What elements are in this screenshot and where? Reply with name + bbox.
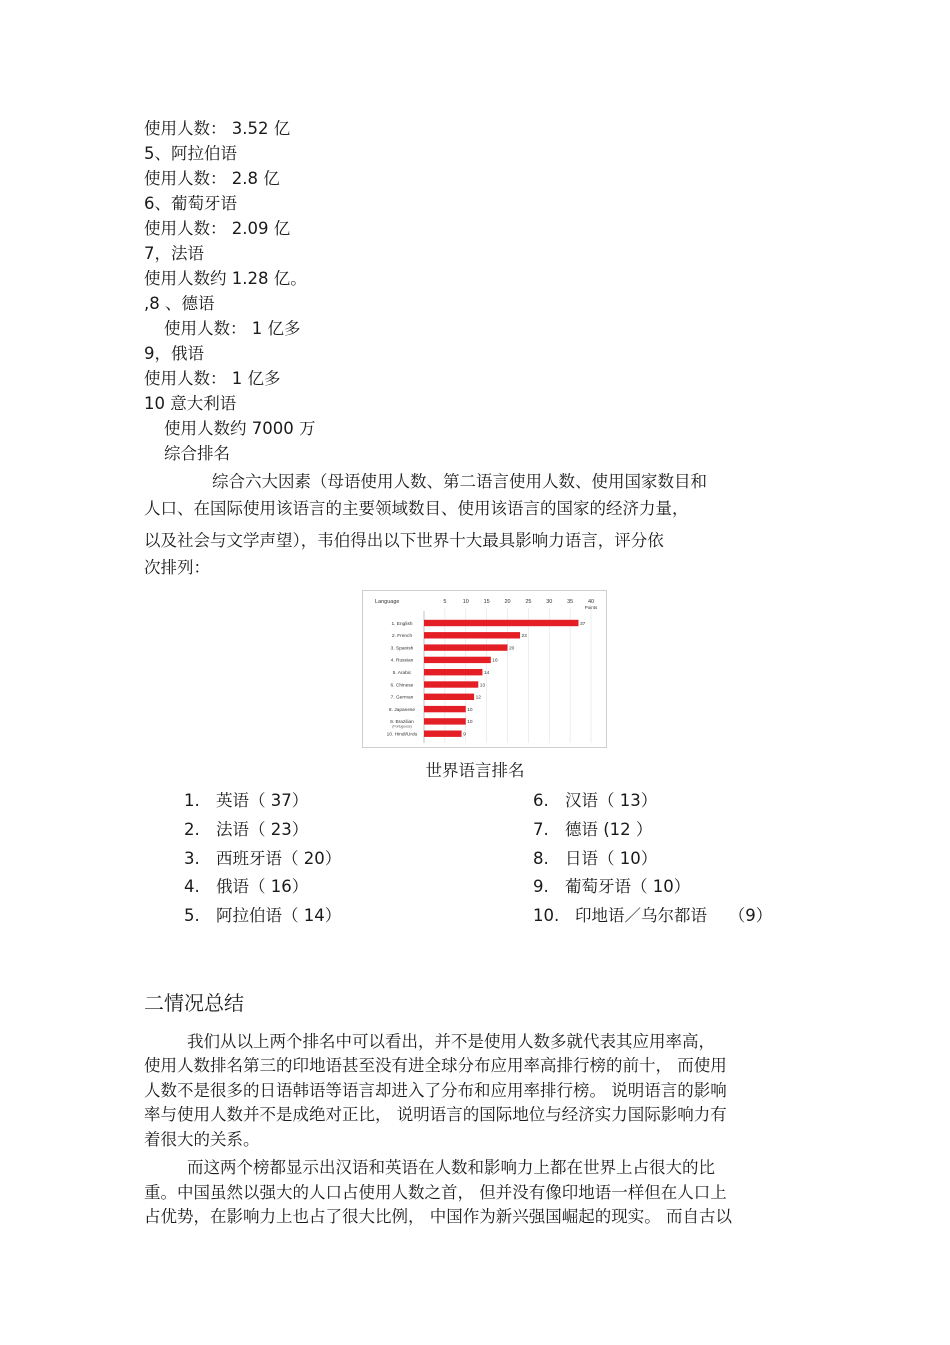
chart-x-tick-label: 5 [443,599,447,605]
chart-value-label: 14 [483,671,490,676]
text-line: 使用人数： 2.09 亿 [144,219,291,238]
text-line: 7，法语 [144,244,204,263]
ranking-item: 9. 葡萄牙语（ 10） [533,877,691,896]
chart-value-label: 23 [521,634,527,640]
ranking-item: 6. 汉语（ 13） [533,791,658,810]
paragraph-line: 使用人数排名第三的印地语甚至没有进全球分布应用率高排行榜的前十， 而使用 [144,1056,727,1075]
chart-bar [424,632,520,638]
paragraph-line: 重。中国虽然以强大的人口占使用人数之首， 但并没有像印地语一样但在人口上 [144,1183,727,1202]
paragraph-line: 而这两个榜都显示出汉语和英语在人数和影响力上都在世界上占很大的比 [187,1158,715,1177]
chart-bar [424,731,462,737]
paragraph-line: 占优势，在影响力上也占了很大比例， 中国作为新兴强国崛起的现实。 而自古以 [144,1207,732,1226]
chart-category-label: 6. Chinese [390,683,414,689]
ranking-item: 5. 阿拉伯语（ 14） [184,906,342,925]
chart-category-sublabel: (Portuguese) [392,724,412,729]
chart-svg [363,591,606,747]
text-line: 使用人数： 1 亿多 [144,369,281,388]
text-line: 综合排名 [164,444,230,463]
text-line: 5、阿拉伯语 [144,144,237,163]
chart-value-label: 13 [479,683,486,689]
chart-bar [424,620,578,626]
paragraph-line: 综合六大因素（母语使用人数、第二语言使用人数、使用国家数目和 [212,472,707,491]
chart-category-label: 9. Brazilian [390,720,414,726]
paragraph-line: 率与使用人数并不是成绝对正比， 说明语言的国际地位与经济实力国际影响力有 [144,1105,727,1124]
paragraph-line: 次排列： [144,558,210,577]
ranking-item: 3. 西班牙语（ 20） [184,849,342,868]
chart-value-label: 16 [492,658,498,664]
chart-x-unit-label: Points [584,605,598,610]
chart-x-tick-label: 25 [525,599,532,605]
chart-value-label: 12 [475,695,481,701]
chart-category-label: 3. Spanish [390,646,414,652]
chart-category-label: 5. Arabic [392,671,412,676]
chart-bar [424,657,491,663]
chart-x-tick-label: 35 [567,599,574,605]
chart-bar [424,718,466,724]
paragraph-line: 以及社会与文学声望），韦伯得出以下世界十大最具影响力语言，评分依 [144,531,664,550]
text-line: 使用人数： 1 亿多 [164,319,301,338]
chart-category-label: 7. German [390,695,414,701]
chart-bar [424,694,474,700]
chart-header-language: Language [375,599,400,605]
ranking-item: 4. 俄语（ 16） [184,877,309,896]
paragraph-line: 着很大的关系。 [144,1130,260,1149]
text-line: 使用人数约 7000 万 [164,419,316,438]
text-line: 使用人数约 1.28 亿。 [144,269,307,288]
ranking-item: 2. 法语（ 23） [184,820,309,839]
chart-category-label: 2. French [391,634,413,640]
paragraph-line: 人口、在国际使用该语言的主要领域数目、使用该语言的国家的经济力量， [144,499,689,518]
ranking-item: 10. 印地语／乌尔都语 （9） [533,906,773,925]
chart-x-tick-label: 40 [587,599,595,605]
text-line: 使用人数： 2.8 亿 [144,169,280,188]
section-heading: 二情况总结 [144,991,244,1015]
paragraph-line: 人数不是很多的日语韩语等语言却进入了分布和应用率排行榜。 说明语言的影响 [144,1081,727,1100]
text-line: ,8 、德语 [144,294,215,313]
chart-value-label: 10 [467,707,473,713]
language-ranking-chart [362,590,607,748]
chart-x-tick-label: 15 [483,599,490,605]
chart-x-tick-label: 30 [546,599,553,605]
ranking-item: 1. 英语（ 37） [184,791,309,810]
text-line: 6、葡萄牙语 [144,194,237,213]
chart-category-label: 4. Russian [390,658,414,664]
chart-category-label: 1. English [391,621,413,627]
chart-category-label: 10. Hindi/Urdu [386,732,418,738]
text-line: 使用人数： 3.52 亿 [144,119,291,138]
chart-caption: 世界语言排名 [425,761,525,780]
paragraph-line: 我们从以上两个排名中可以看出，并不是使用人数多就代表其应用率高， [187,1032,715,1051]
chart-x-tick-label: 20 [504,599,511,605]
text-line: 9，俄语 [144,344,204,363]
chart-value-label: 10 [467,720,473,726]
chart-x-tick-label: 10 [462,599,469,605]
chart-value-label: 37 [579,621,586,627]
chart-value-label: 20 [509,646,515,652]
ranking-item: 7. 德语 (12 ） [533,820,653,839]
text-line: 10 意大利语 [144,394,237,413]
chart-bar [424,706,466,712]
chart-value-label: 9 [463,732,466,738]
chart-bar [424,669,482,675]
chart-bar [424,644,508,650]
chart-bar [424,681,478,687]
ranking-item: 8. 日语（ 10） [533,849,658,868]
chart-category-label: 8. Japanese [388,707,416,713]
